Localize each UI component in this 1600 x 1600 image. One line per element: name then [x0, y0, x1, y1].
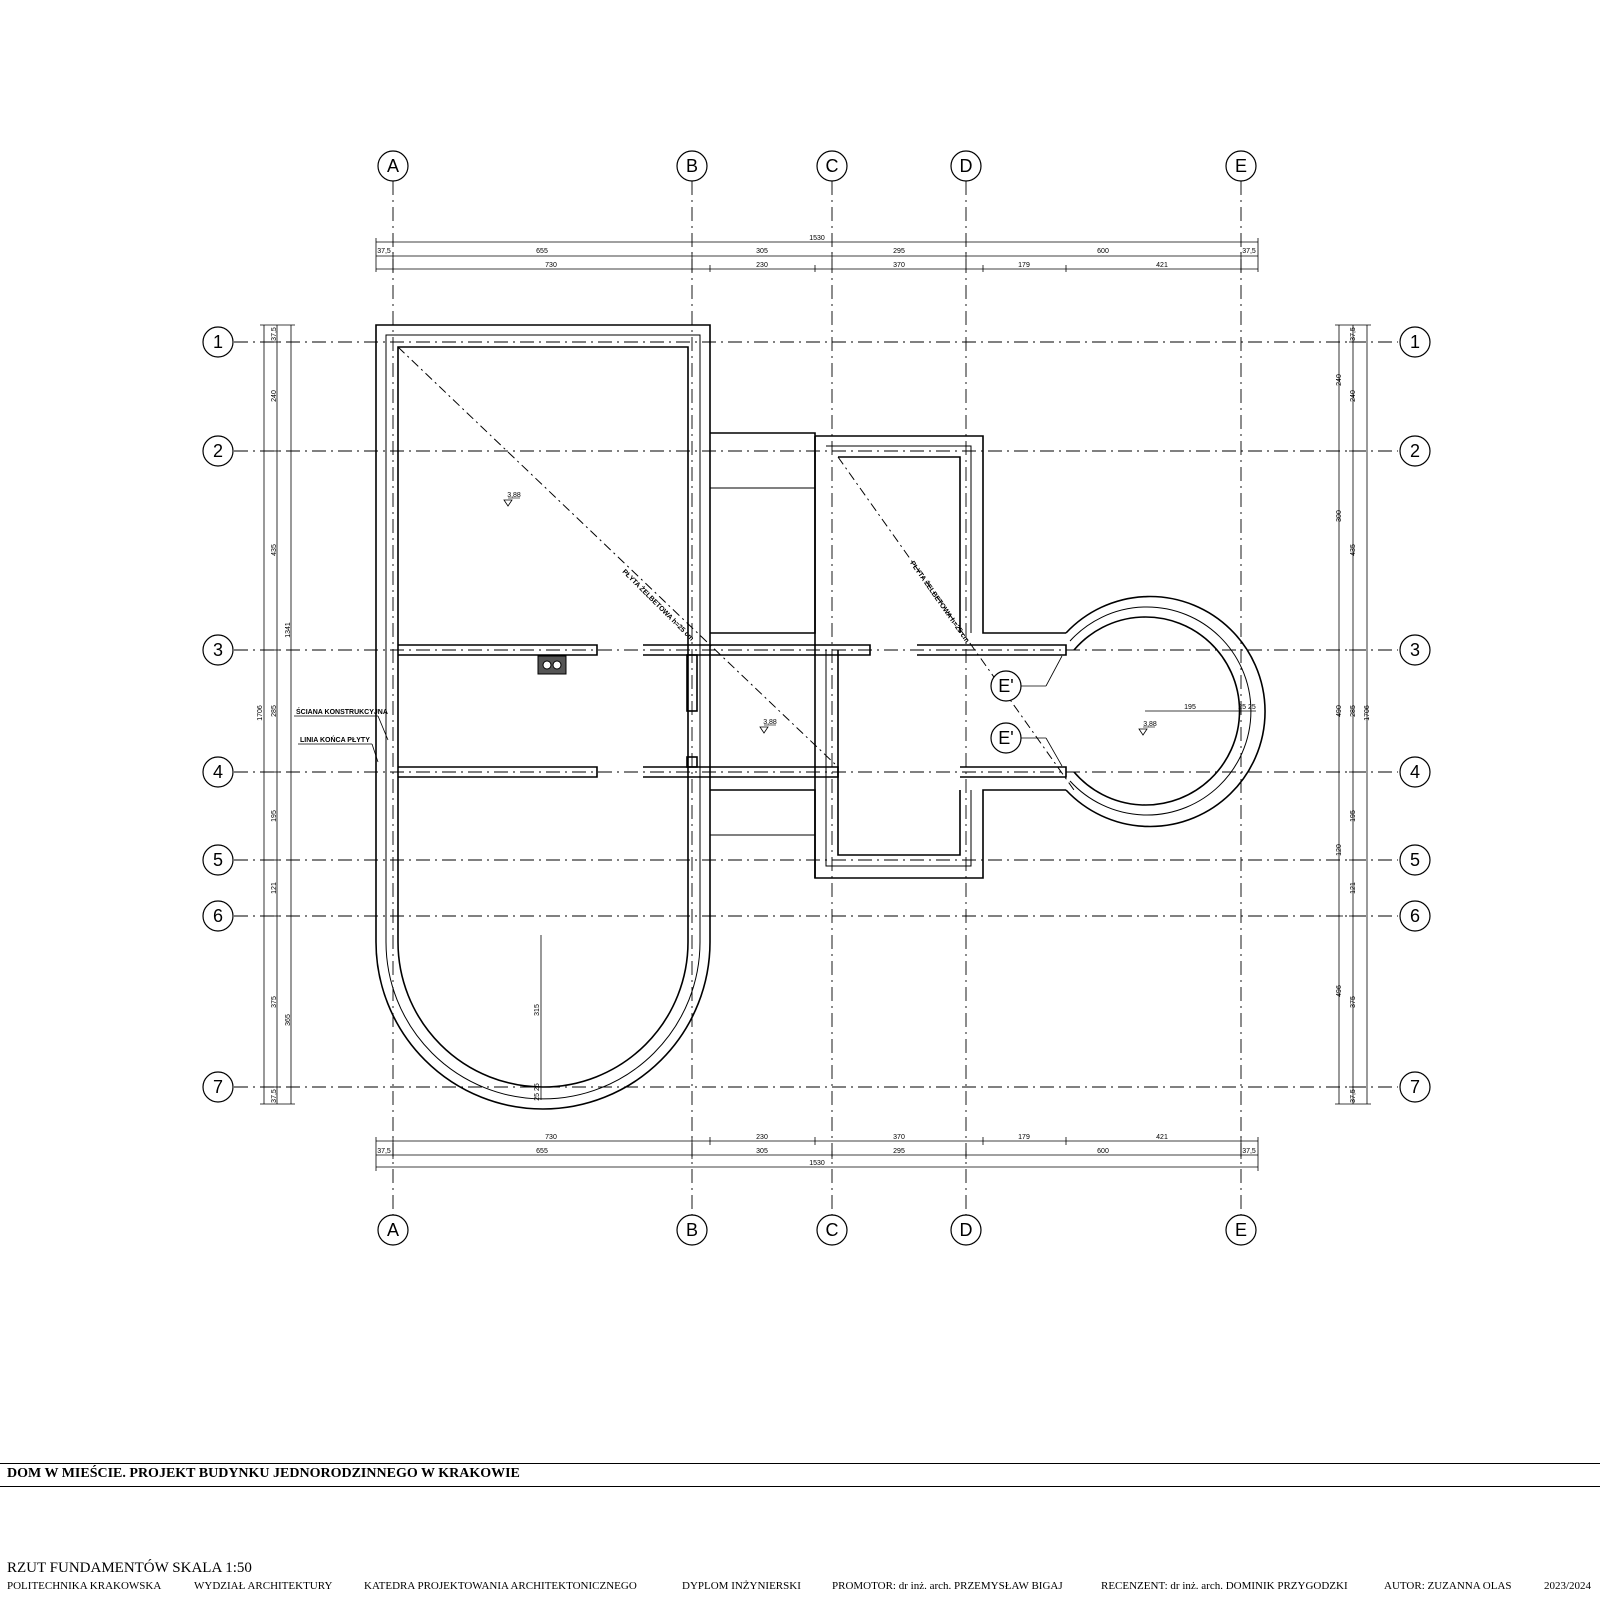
svg-text:4: 4: [1409, 762, 1421, 782]
svg-text:435: 435: [1350, 544, 1357, 556]
left-wing-outer: [376, 325, 710, 1109]
svg-text:1341: 1341: [285, 622, 292, 638]
foundation-walls: [376, 325, 1265, 1109]
section-mark-1: [991, 656, 1062, 701]
svg-text:240: 240: [1350, 390, 1357, 402]
dim-bottom-r2-4: 600: [1097, 1148, 1109, 1155]
svg-text:A: A: [386, 156, 400, 176]
slab-end-label: LINIA KOŃCA PŁYTY: [300, 737, 370, 744]
dim-top-r1-1: 655: [536, 248, 548, 255]
svg-text:195: 195: [1184, 704, 1196, 711]
svg-text:120: 120: [1336, 844, 1343, 856]
svg-text:1: 1: [1409, 332, 1421, 352]
svg-text:5: 5: [212, 850, 224, 870]
svg-text:B: B: [685, 1220, 699, 1240]
axis-bubble-C-top: [817, 151, 847, 181]
dim-top-r1-0: 37,5: [377, 248, 391, 255]
axis-bubble-D-bottom: [951, 1215, 981, 1245]
dim-top-r2-1: 230: [756, 262, 768, 269]
svg-text:3: 3: [1409, 640, 1421, 660]
svg-text:375: 375: [1350, 996, 1357, 1008]
dimension-chains-left: [257, 325, 295, 1104]
axis-bubble-7-right: [1400, 1072, 1430, 1102]
svg-text:25 25: 25 25: [1238, 704, 1256, 711]
sheet-title: RZUT FUNDAMENTÓW SKALA 1:50: [7, 1560, 252, 1576]
axis-bubble-2-right: [1400, 436, 1430, 466]
axis-bubble-B-top: [677, 151, 707, 181]
svg-text:37,5: 37,5: [1350, 327, 1357, 341]
radius-dimension-right: [1145, 704, 1256, 711]
level-mark-2: [760, 719, 777, 733]
svg-text:490: 490: [1336, 705, 1343, 717]
axis-bubble-4-right: [1400, 757, 1430, 787]
dim-top-r2-3: 179: [1018, 262, 1030, 269]
title-rule-bottom: [0, 1486, 1600, 1487]
svg-text:3: 3: [212, 640, 224, 660]
svg-text:121: 121: [271, 882, 278, 894]
middle-upper-box: [710, 433, 815, 633]
axis-bubble-6-left: [203, 901, 233, 931]
axis-bubble-E-top: [1226, 151, 1256, 181]
svg-text:25 25: 25 25: [534, 1083, 541, 1101]
dim-left-total: 1706: [257, 705, 264, 721]
level-mark-1: [504, 492, 521, 506]
dim-bottom-total: 1530: [809, 1160, 825, 1167]
svg-text:D: D: [959, 1220, 973, 1240]
axis-bubble-A-bottom: [378, 1215, 408, 1245]
dim-bottom-r2-3: 295: [893, 1148, 905, 1155]
left-wing-inner: [398, 347, 688, 1087]
dim-top-total: 1530: [809, 235, 825, 242]
dim-top-r1-3: 295: [893, 248, 905, 255]
svg-text:B: B: [685, 156, 699, 176]
svg-text:1706: 1706: [1364, 705, 1371, 721]
left-wing-line: [386, 335, 700, 1099]
axis-bubble-3-right: [1400, 635, 1430, 665]
svg-text:E': E': [998, 676, 1014, 696]
axis-bubbles-top: [378, 151, 1256, 181]
axis-bubble-5-right: [1400, 845, 1430, 875]
svg-text:2: 2: [1409, 441, 1421, 461]
dim-bottom-r2-5: 37,5: [1242, 1148, 1256, 1155]
dim-top-r2-0: 730: [545, 262, 557, 269]
radius-dimension-bottom: [534, 935, 541, 1101]
svg-text:2: 2: [212, 441, 224, 461]
axis-bubbles-bottom: [378, 1215, 1256, 1245]
axis-bubble-A-top: [378, 151, 408, 181]
dim-bottom-r1-4: 421: [1156, 1134, 1168, 1141]
svg-text:240: 240: [1336, 374, 1343, 386]
svg-text:6: 6: [1409, 906, 1421, 926]
section-mark-2: [991, 723, 1062, 766]
footer-diploma: DYPLOM INŻYNIERSKI: [682, 1580, 801, 1592]
svg-text:7: 7: [1409, 1077, 1421, 1097]
axis-bubble-D-top: [951, 151, 981, 181]
svg-text:1: 1: [212, 332, 224, 352]
dim-bottom-r2-1: 655: [536, 1148, 548, 1155]
axis-bubble-5-left: [203, 845, 233, 875]
title-rule-top: [0, 1463, 1600, 1464]
dim-bottom-r1-2: 370: [893, 1134, 905, 1141]
svg-text:315: 315: [534, 1004, 541, 1016]
svg-text:37,5: 37,5: [1350, 1089, 1357, 1103]
axis-bubble-B-bottom: [677, 1215, 707, 1245]
footer-year: 2023/2024: [1544, 1580, 1592, 1592]
dimension-chains-right: [1335, 325, 1371, 1104]
svg-text:E': E': [998, 728, 1014, 748]
svg-text:285: 285: [1350, 705, 1357, 717]
svg-text:300: 300: [1336, 510, 1343, 522]
dim-top-r1-4: 600: [1097, 248, 1109, 255]
axis-bubble-7-left: [203, 1072, 233, 1102]
axis-bubble-6-right: [1400, 901, 1430, 931]
svg-text:E: E: [1234, 1220, 1248, 1240]
chimney-block: [538, 656, 566, 674]
svg-text:195: 195: [1350, 810, 1357, 822]
axis-bubble-1-right: [1400, 327, 1430, 357]
dim-top-r2-2: 370: [893, 262, 905, 269]
axis-bubble-2-left: [203, 436, 233, 466]
dim-bottom-r1-0: 730: [545, 1134, 557, 1141]
axis-bubble-3-left: [203, 635, 233, 665]
svg-text:3,88: 3,88: [507, 492, 521, 499]
svg-text:37,5: 37,5: [271, 327, 278, 341]
svg-text:E: E: [1234, 156, 1248, 176]
svg-text:3,88: 3,88: [763, 719, 777, 726]
svg-text:4: 4: [212, 762, 224, 782]
dim-bottom-r1-3: 179: [1018, 1134, 1030, 1141]
svg-text:7: 7: [212, 1077, 224, 1097]
svg-text:375: 375: [271, 996, 278, 1008]
ticks-top: [376, 238, 1258, 272]
dim-top-r1-2: 305: [756, 248, 768, 255]
svg-text:365: 365: [285, 1014, 292, 1026]
svg-text:496: 496: [1336, 985, 1343, 997]
svg-text:C: C: [825, 1220, 839, 1240]
vertical-axis-lines: [393, 181, 1241, 1215]
footer-university: POLITECHNIKA KRAKOWSKA: [7, 1580, 162, 1592]
dimension-chains-bottom: [376, 1134, 1258, 1171]
svg-text:D: D: [959, 156, 973, 176]
level-mark-3: [1139, 721, 1157, 735]
footer-department: KATEDRA PROJEKTOWANIA ARCHITEKTONICZNEGO: [364, 1580, 637, 1592]
svg-text:285: 285: [271, 705, 278, 717]
svg-text:C: C: [825, 156, 839, 176]
dim-bottom-r2-2: 305: [756, 1148, 768, 1155]
horizontal-axis-lines: [234, 342, 1398, 1087]
slab-label-2: PŁYTA ŻELBETOWA h=25 cm: [908, 560, 971, 645]
svg-text:3,88: 3,88: [1143, 721, 1157, 728]
dimension-chains-top: [376, 235, 1258, 272]
project-title: DOM W MIEŚCIE. PROJEKT BUDYNKU JEDNORODZINNEGO W KRAKOWIE: [7, 1466, 520, 1481]
wall-label: ŚCIANA KONSTRUKCYJNA: [296, 709, 388, 716]
dim-top-r1-5: 37,5: [1242, 248, 1256, 255]
svg-text:A: A: [386, 1220, 400, 1240]
svg-text:37,5: 37,5: [271, 1089, 278, 1103]
slab-label-1: PŁYTA ŻELBETOWA h=25 cm: [620, 568, 695, 643]
svg-text:195: 195: [271, 810, 278, 822]
svg-text:5: 5: [1409, 850, 1421, 870]
axis-bubble-E-bottom: [1226, 1215, 1256, 1245]
svg-text:240: 240: [271, 390, 278, 402]
footer-author: AUTOR: ZUZANNA OLAS: [1384, 1580, 1512, 1592]
slab-diagonal-1: [398, 347, 838, 767]
footer-promoter: PROMOTOR: dr inż. arch. PRZEMYSŁAW BIGAJ: [832, 1580, 1063, 1592]
middle-lower-box: [710, 790, 815, 878]
wall-leader: [294, 707, 388, 740]
footer-reviewer: RECENZENT: dr inż. arch. DOMINIK PRZYGODZKI: [1101, 1580, 1348, 1592]
axis-bubble-C-bottom: [817, 1215, 847, 1245]
svg-text:6: 6: [212, 906, 224, 926]
axis-bubbles-left: [203, 327, 233, 1102]
svg-text:121: 121: [1350, 882, 1357, 894]
dim-top-r2-4: 421: [1156, 262, 1168, 269]
axis-bubbles-right: [1400, 327, 1430, 1102]
axis-bubble-4-left: [203, 757, 233, 787]
slab-end-leader: [298, 735, 378, 762]
dim-bottom-r2-0: 37,5: [377, 1148, 391, 1155]
axis-bubble-1-left: [203, 327, 233, 357]
dim-bottom-r1-1: 230: [756, 1134, 768, 1141]
footer-faculty: WYDZIAŁ ARCHITEKTURY: [194, 1580, 333, 1592]
svg-text:435: 435: [271, 544, 278, 556]
